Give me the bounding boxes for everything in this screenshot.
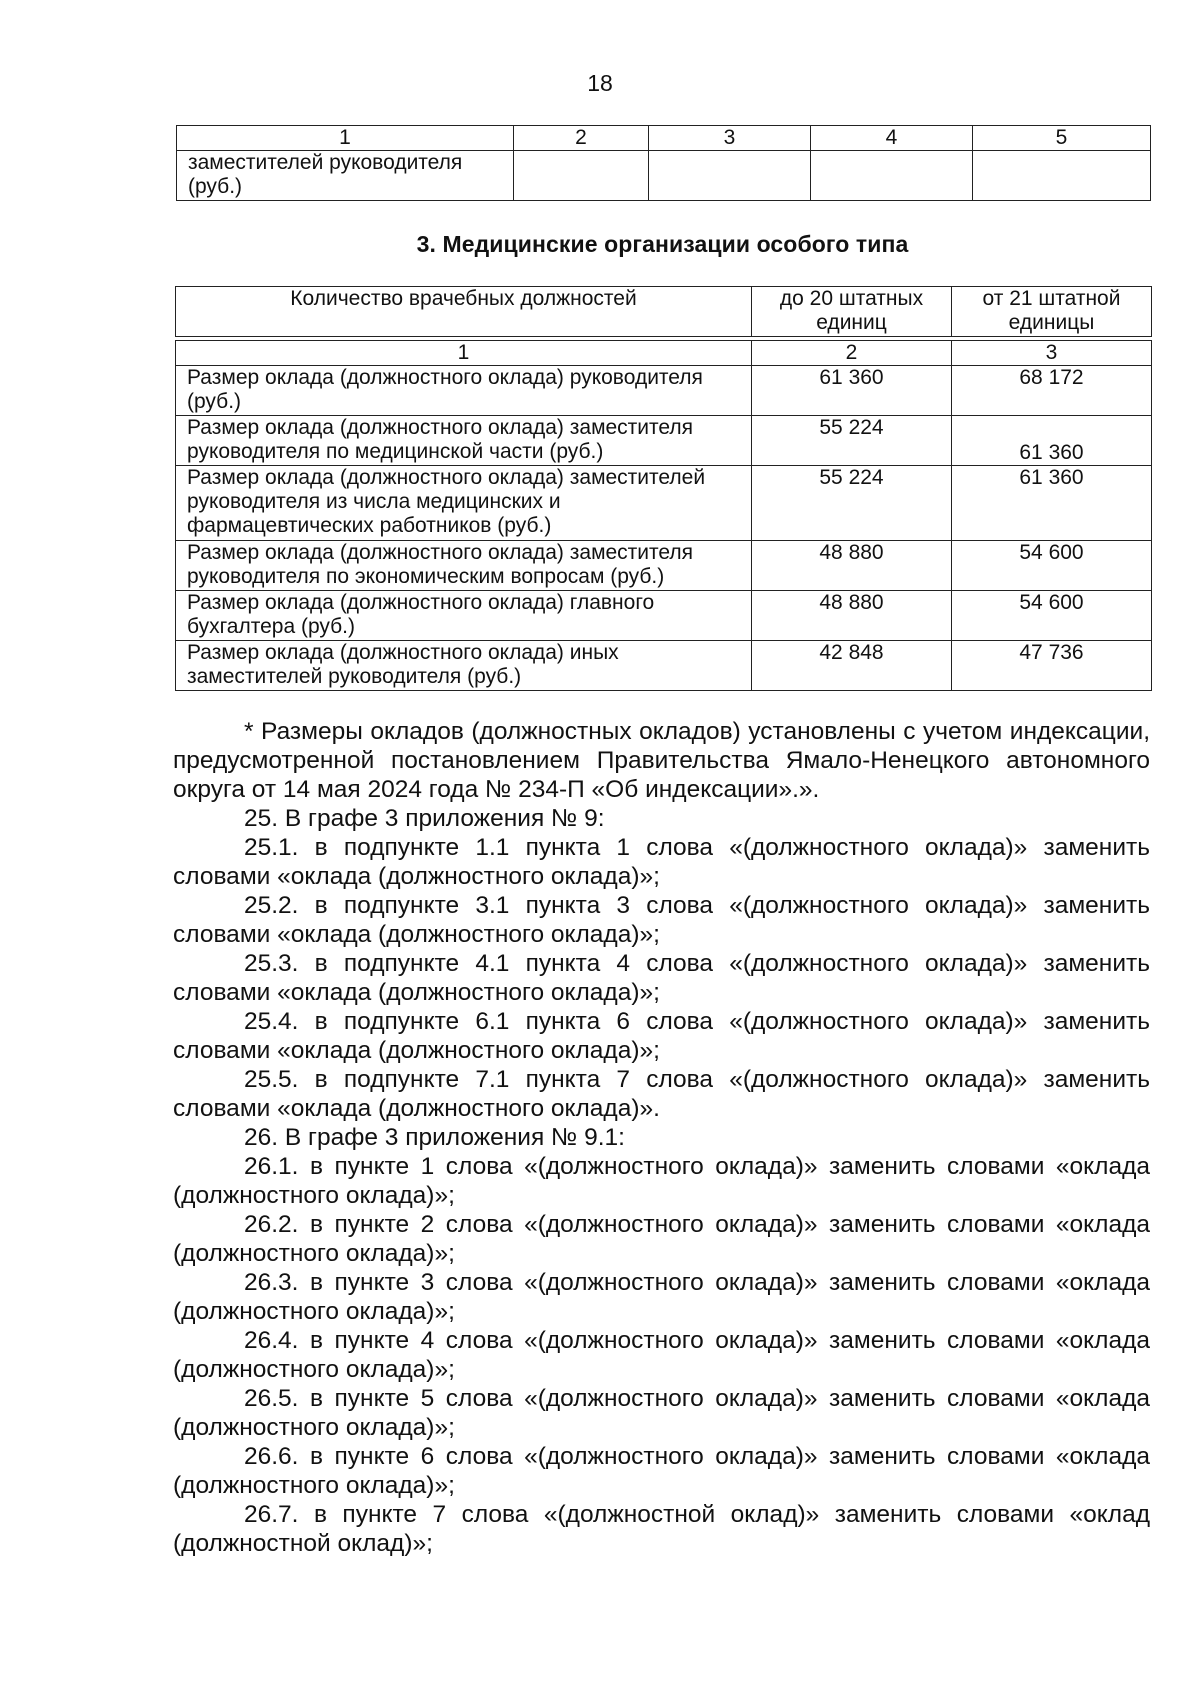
clause-26-1: 26.1. в пункте 1 слова «(должностного оклада)» заменить словами «оклада (должностного оклада)»; [173,1153,1150,1209]
table-row [176,366,1152,416]
header-positions-count: Количество врачебных должностей [176,287,752,337]
value-up-to-20: 42 848 [752,641,952,691]
value-up-to-20: 48 880 [752,591,952,641]
table-header-row [176,287,1152,337]
clause-26-5: 26.5. в пункте 5 слова «(должностного оклада)» заменить словами «оклада (должностного оклада)»; [173,1385,1150,1441]
table-row [176,541,1152,591]
clause-25: 25. В графе 3 приложения № 9: [244,805,605,832]
table-row [177,151,1151,201]
table-cell [811,151,973,201]
table-header-row [177,126,1151,151]
salary-table-continuation [176,125,1151,201]
clause-25-3: 25.3. в подпункте 4.1 пункта 4 слова «(должностного оклада)» заменить словами «оклада (должностного оклада)»; [173,950,1150,1006]
row-label: заместителей руководителя (руб.) [177,151,514,201]
clause-25-4: 25.4. в подпункте 6.1 пункта 6 слова «(должностного оклада)» заменить словами «оклада (должностного оклада)»; [173,1008,1150,1064]
body-text [173,717,1150,1558]
column-number-4: 4 [811,126,973,151]
table-numbering-row [176,341,1152,366]
value-from-21: 47 736 [952,641,1152,691]
value-up-to-20: 55 224 [752,416,952,466]
column-number-3: 3 [649,126,811,151]
row-label: Размер оклада (должностного оклада) иных заместителей руководителя (руб.) [176,641,752,691]
value-up-to-20: 48 880 [752,541,952,591]
table-row [176,641,1152,691]
column-number-1: 1 [176,341,752,366]
value-from-21: 61 360 [952,416,1152,466]
value-from-21: 61 360 [952,466,1152,541]
header-up-to-20: до 20 штатных единиц [752,287,952,337]
row-label: Размер оклада (должностного оклада) главного бухгалтера (руб.) [176,591,752,641]
value-up-to-20: 61 360 [752,366,952,416]
table-cell [973,151,1151,201]
clause-25-1: 25.1. в подпункте 1.1 пункта 1 слова «(должностного оклада)» заменить словами «оклада (должностного оклада)»; [173,834,1150,890]
clause-26-6: 26.6. в пункте 6 слова «(должностного оклада)» заменить словами «оклада (должностного оклада)»; [173,1443,1150,1499]
table-cell [649,151,811,201]
clause-26-3: 26.3. в пункте 3 слова «(должностного оклада)» заменить словами «оклада (должностного оклада)»; [173,1269,1150,1325]
value-from-21: 68 172 [952,366,1152,416]
row-label: Размер оклада (должностного оклада) заместителей руководителя из числа медицинских и фармацевтических работников (руб.) [176,466,752,541]
table-row [176,416,1152,466]
clause-25-5: 25.5. в подпункте 7.1 пункта 7 слова «(должностного оклада)» заменить словами «оклада (должностного оклада)». [173,1066,1150,1122]
table-row [176,466,1152,541]
med-salary-table [175,340,1152,691]
row-label: Размер оклада (должностного оклада) руководителя (руб.) [176,366,752,416]
column-number-2: 2 [514,126,649,151]
value-from-21: 54 600 [952,591,1152,641]
footnote-paragraph: * Размеры окладов (должностных окладов) установлены с учетом индексации, предусмотренной постановлением Правительства Ямало-Ненецкого автономного округа от 14 мая 2024 года № 234-П «Об индексации».». [173,718,1150,803]
section-title: 3. Медицинские организации особого типа [416,231,909,257]
column-number-2: 2 [752,341,952,366]
med-table-header [175,286,1152,337]
value-up-to-20: 55 224 [752,466,952,541]
page-number: 18 [587,70,613,96]
column-number-3: 3 [952,341,1152,366]
clause-26-2: 26.2. в пункте 2 слова «(должностного оклада)» заменить словами «оклада (должностного оклада)»; [173,1211,1150,1267]
clause-26-7: 26.7. в пункте 7 слова «(должностной оклад)» заменить словами «оклад (должностной оклад)»; [173,1501,1150,1557]
header-from-21: от 21 штатной единицы [952,287,1152,337]
clause-25-2: 25.2. в подпункте 3.1 пункта 3 слова «(должностного оклада)» заменить словами «оклада (должностного оклада)»; [173,892,1150,948]
table-cell [514,151,649,201]
column-number-5: 5 [973,126,1151,151]
column-number-1: 1 [177,126,514,151]
row-label: Размер оклада (должностного оклада) заместителя руководителя по медицинской части (руб.) [176,416,752,466]
row-label: Размер оклада (должностного оклада) заместителя руководителя по экономическим вопросам (руб.) [176,541,752,591]
clause-26-4: 26.4. в пункте 4 слова «(должностного оклада)» заменить словами «оклада (должностного оклада)»; [173,1327,1150,1383]
value-from-21: 54 600 [952,541,1152,591]
table-row [176,591,1152,641]
clause-26: 26. В графе 3 приложения № 9.1: [244,1124,625,1151]
